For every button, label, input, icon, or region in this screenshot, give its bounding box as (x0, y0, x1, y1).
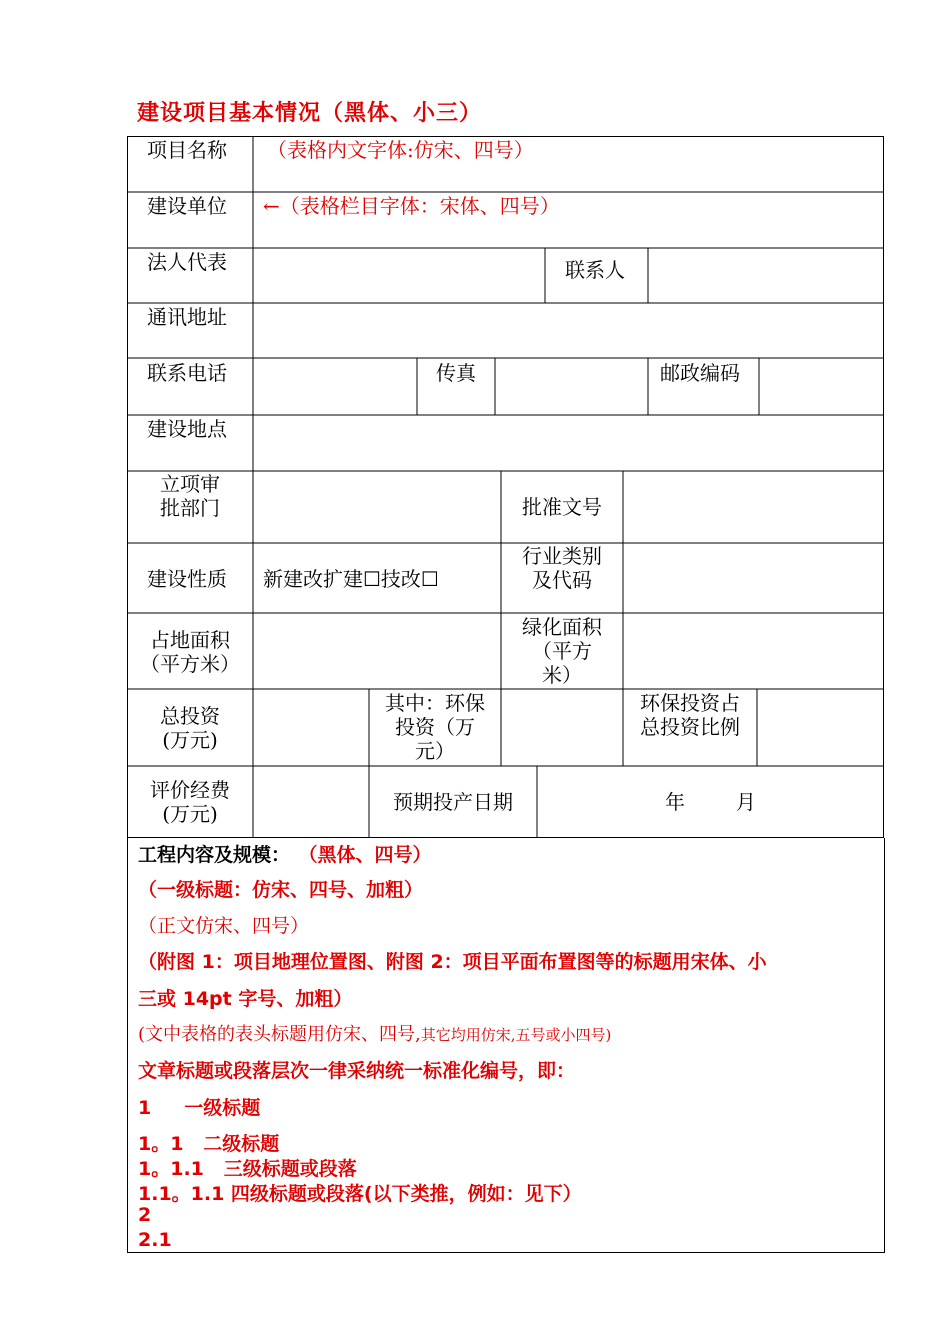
approval-dept-label: 立项审 批部门 (160, 472, 220, 520)
contact-label: 联系人 (565, 258, 625, 282)
nature-label: 建设性质 (147, 567, 227, 591)
postcode-label: 邮政编码 (660, 361, 740, 385)
content-line-8: 1。1.1 三级标题或段落 (138, 1158, 357, 1180)
green-area-label: 绿化面积 （平方 米） (522, 615, 602, 687)
content-line-5: 文章标题或段落层次一律采纳统一标准化编号，即： (138, 1060, 576, 1082)
site-label: 建设地点 (147, 417, 227, 441)
unit-value: ←（表格栏目字体：宋体、四号） (263, 194, 560, 218)
content-heading: 工程内容及规模： （黑体、四号） (138, 844, 432, 866)
content-line-9: 1.1。1.1 四级标题或段落(以下类推，例如：见下） (138, 1183, 582, 1205)
content-line-7: 1。1 二级标题 (138, 1133, 280, 1155)
content-line-11: 2.1 (138, 1229, 172, 1251)
project-name-value: （表格内文字体:仿宋、四号） (267, 138, 534, 162)
legal-rep-label: 法人代表 (147, 250, 227, 274)
project-content-section (127, 838, 885, 1253)
fax-label: 传真 (436, 361, 476, 385)
industry-label: 行业类别 及代码 (522, 544, 602, 592)
project-info-table (127, 136, 884, 838)
content-line-3a: （附图 1：项目地理位置图、附图 2：项目平面布置图等的标题用宋体、小 (138, 951, 767, 973)
approval-no-label: 批准文号 (522, 495, 602, 519)
address-label: 通讯地址 (147, 305, 227, 329)
expected-date-label: 预期投产日期 (393, 790, 513, 814)
content-line-6: 1 一级标题 (138, 1097, 261, 1119)
unit-label: 建设单位 (147, 194, 227, 218)
eval-fee-label: 评价经费 (万元) (150, 778, 230, 826)
content-line-10: 2 (138, 1204, 152, 1226)
nature-options: 新建改扩建☐技改☐ (263, 567, 439, 591)
content-line-4: (文中表格的表头标题用仿宋、四号,其它均用仿宋,五号或小四号) (138, 1024, 612, 1045)
total-invest-label: 总投资 (万元) (160, 704, 220, 752)
env-invest-label: 其中：环保 投资（万 元） (385, 691, 485, 763)
phone-label: 联系电话 (147, 361, 227, 385)
content-line-3b: 三或 14pt 字号、加粗） (138, 988, 353, 1010)
content-line-2: （正文仿宋、四号） (138, 915, 310, 937)
content-line-1: （一级标题：仿宋、四号、加粗） (138, 879, 424, 901)
page-title: 建设项目基本情况（黑体、小三） (137, 101, 483, 126)
year-month-value: 年 月 (665, 790, 756, 814)
land-area-label: 占地面积 （平方米） (140, 628, 240, 676)
project-name-label: 项目名称 (147, 138, 227, 162)
env-ratio-label: 环保投资占 总投资比例 (640, 691, 740, 739)
